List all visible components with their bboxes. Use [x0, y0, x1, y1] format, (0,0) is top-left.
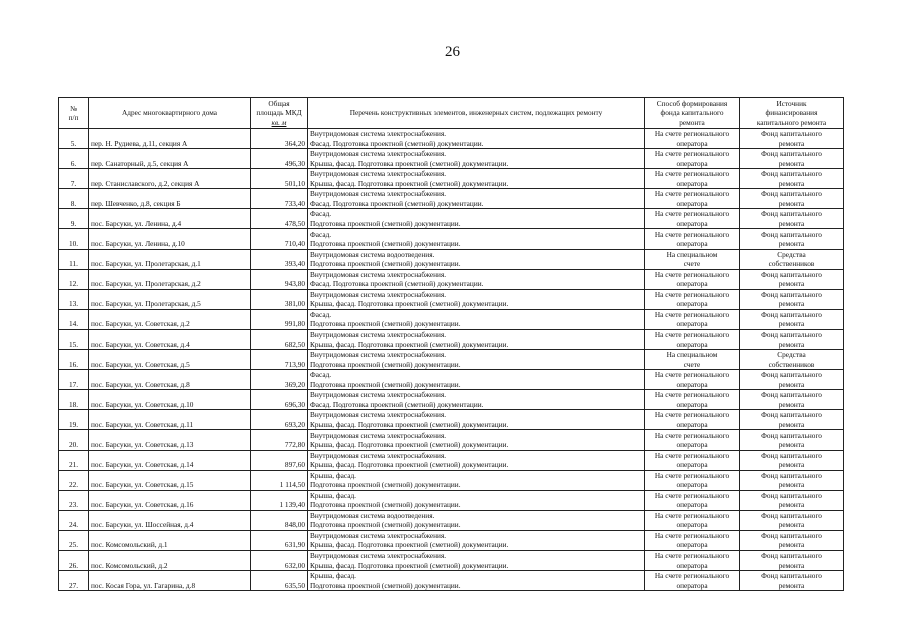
row-funding-source: Фонд капитального ремонта — [740, 470, 844, 490]
row-works: Фасад. Подготовка проектной (сметной) документации. — [308, 229, 645, 249]
row-area: 635,50 — [251, 571, 308, 591]
row-fund-method: На счете регионального оператора — [645, 149, 740, 169]
row-fund-method: На счете регионального оператора — [645, 370, 740, 390]
row-area: 991,80 — [251, 309, 308, 329]
row-address: пос. Барсуки, ул. Советская, д.2 — [89, 309, 251, 329]
row-address: пос. Барсуки, ул. Советская, д.14 — [89, 450, 251, 470]
row-area: 696,30 — [251, 390, 308, 410]
row-number: 26. — [59, 550, 89, 570]
row-fund-method: На счете регионального оператора — [645, 470, 740, 490]
row-works: Внутридомовая система электроснабжения. Крыша, фасад. Подготовка проектной (сметной) документации. — [308, 329, 645, 349]
row-funding-source: Фонд капитального ремонта — [740, 370, 844, 390]
row-fund-method: На счете регионального оператора — [645, 390, 740, 410]
row-works: Внутридомовая система электроснабжения. Крыша, фасад. Подготовка проектной (сметной) документации. — [308, 550, 645, 570]
table-header-row — [59, 98, 844, 129]
row-address: пос. Барсуки, ул. Пролетарская, д.5 — [89, 289, 251, 309]
table-row — [59, 189, 844, 209]
row-number: 17. — [59, 370, 89, 390]
row-area: 369,20 — [251, 370, 308, 390]
row-number: 8. — [59, 189, 89, 209]
row-address: пос. Барсуки, ул. Советская, д.8 — [89, 370, 251, 390]
row-area: 848,00 — [251, 510, 308, 530]
table-row — [59, 430, 844, 450]
header-area-unit: кв. м — [271, 117, 287, 127]
row-funding-source: Фонд капитального ремонта — [740, 550, 844, 570]
row-fund-method: На счете регионального оператора — [645, 229, 740, 249]
row-number: 16. — [59, 350, 89, 370]
table-row — [59, 149, 844, 169]
table-row — [59, 450, 844, 470]
row-number: 12. — [59, 269, 89, 289]
row-fund-method: На счете регионального оператора — [645, 269, 740, 289]
row-number: 11. — [59, 249, 89, 269]
row-fund-method: На счете регионального оператора — [645, 309, 740, 329]
row-works: Внутридомовая система электроснабжения. Фасад. Подготовка проектной (сметной) документации. — [308, 390, 645, 410]
row-area: 682,50 — [251, 329, 308, 349]
row-area: 632,00 — [251, 550, 308, 570]
row-funding-source: Фонд капитального ремонта — [740, 490, 844, 510]
row-address: пос. Барсуки, ул. Советская, д.4 — [89, 329, 251, 349]
table-row — [59, 390, 844, 410]
row-area: 501,10 — [251, 169, 308, 189]
row-address: пос. Барсуки, ул. Советская, д.16 — [89, 490, 251, 510]
table-row — [59, 510, 844, 530]
row-fund-method: На счете регионального оператора — [645, 510, 740, 530]
row-works: Внутридомовая система водоотведения. Подготовка проектной (сметной) документации. — [308, 249, 645, 269]
row-works: Внутридомовая система электроснабжения. Крыша, фасад. Подготовка проектной (сметной) документации. — [308, 530, 645, 550]
row-works: Внутридомовая система электроснабжения. Подготовка проектной (сметной) документации. — [308, 350, 645, 370]
row-funding-source: Фонд капитального ремонта — [740, 410, 844, 430]
row-works: Внутридомовая система электроснабжения. Крыша, фасад. Подготовка проектной (сметной) документации. — [308, 410, 645, 430]
row-fund-method: На счете регионального оператора — [645, 189, 740, 209]
table-row — [59, 550, 844, 570]
row-address: пер. Санаторный, д.5, секция А — [89, 149, 251, 169]
row-area: 1 139,40 — [251, 490, 308, 510]
row-works: Крыша, фасад. Подготовка проектной (сметной) документации. — [308, 571, 645, 591]
row-fund-method: На счете регионального оператора — [645, 289, 740, 309]
row-works: Фасад. Подготовка проектной (сметной) документации. — [308, 309, 645, 329]
header-area — [251, 98, 308, 129]
row-address: пос. Барсуки, ул. Пролетарская, д.2 — [89, 269, 251, 289]
header-area-label: Общая площадь МКД — [256, 98, 302, 118]
row-area: 381,00 — [251, 289, 308, 309]
row-area: 496,30 — [251, 149, 308, 169]
row-funding-source: Фонд капитального ремонта — [740, 269, 844, 289]
table-row — [59, 350, 844, 370]
row-address: пос. Барсуки, ул. Пролетарская, д.1 — [89, 249, 251, 269]
row-works: Крыша, фасад. Подготовка проектной (сметной) документации. — [308, 490, 645, 510]
row-area: 478,50 — [251, 209, 308, 229]
row-number: 21. — [59, 450, 89, 470]
row-address: пос. Барсуки, ул. Советская, д.10 — [89, 390, 251, 410]
row-fund-method: На специальном счете — [645, 249, 740, 269]
row-funding-source: Фонд капитального ремонта — [740, 149, 844, 169]
row-area: 364,20 — [251, 129, 308, 149]
table-row — [59, 249, 844, 269]
row-number: 20. — [59, 430, 89, 450]
row-works: Внутридомовая система электроснабжения. Фасад. Подготовка проектной (сметной) документации. — [308, 269, 645, 289]
table-row — [59, 329, 844, 349]
row-works: Фасад. Подготовка проектной (сметной) документации. — [308, 370, 645, 390]
row-funding-source: Фонд капитального ремонта — [740, 169, 844, 189]
row-address: пос. Барсуки, ул. Советская, д.15 — [89, 470, 251, 490]
table-row — [59, 289, 844, 309]
row-funding-source: Фонд капитального ремонта — [740, 189, 844, 209]
table-row — [59, 470, 844, 490]
row-funding-source: Фонд капитального ремонта — [740, 450, 844, 470]
row-fund-method: На счете регионального оператора — [645, 571, 740, 591]
row-address: пер. Станиславского, д.2, секция А — [89, 169, 251, 189]
row-address: пос. Барсуки, ул. Ленина, д.10 — [89, 229, 251, 249]
row-number: 6. — [59, 149, 89, 169]
table-row — [59, 571, 844, 591]
table-row — [59, 370, 844, 390]
row-number: 10. — [59, 229, 89, 249]
row-address: пер. Шевченко, д.8, секция Б — [89, 189, 251, 209]
row-area: 897,60 — [251, 450, 308, 470]
row-area: 733,40 — [251, 189, 308, 209]
row-address: пос. Барсуки, ул. Ленина, д.4 — [89, 209, 251, 229]
table-row — [59, 229, 844, 249]
row-funding-source: Фонд капитального ремонта — [740, 510, 844, 530]
row-number: 9. — [59, 209, 89, 229]
row-works: Внутридомовая система электроснабжения. Крыша, фасад. Подготовка проектной (сметной) документации. — [308, 169, 645, 189]
table-row — [59, 530, 844, 550]
row-number: 24. — [59, 510, 89, 530]
row-funding-source: Фонд капитального ремонта — [740, 229, 844, 249]
row-area: 393,40 — [251, 249, 308, 269]
row-number: 22. — [59, 470, 89, 490]
table-row — [59, 169, 844, 189]
header-address: Адрес многоквартирного дома — [89, 98, 251, 129]
row-funding-source: Фонд капитального ремонта — [740, 571, 844, 591]
table-row — [59, 410, 844, 430]
row-area: 772,80 — [251, 430, 308, 450]
repair-program-table — [58, 97, 844, 591]
table-row — [59, 209, 844, 229]
row-fund-method: На счете регионального оператора — [645, 169, 740, 189]
row-number: 7. — [59, 169, 89, 189]
row-funding-source: Фонд капитального ремонта — [740, 530, 844, 550]
row-works: Внутридомовая система электроснабжения. Крыша, фасад. Подготовка проектной (сметной) документации. — [308, 430, 645, 450]
row-funding-source: Фонд капитального ремонта — [740, 430, 844, 450]
row-area: 1 114,50 — [251, 470, 308, 490]
row-works: Внутридомовая система электроснабжения. Крыша, фасад. Подготовка проектной (сметной) документации. — [308, 149, 645, 169]
row-area: 631,90 — [251, 530, 308, 550]
row-funding-source: Средства собственников — [740, 249, 844, 269]
row-funding-source: Фонд капитального ремонта — [740, 329, 844, 349]
row-fund-method: На счете регионального оператора — [645, 550, 740, 570]
row-address: пос. Комсомольский, д.2 — [89, 550, 251, 570]
row-works: Крыша, фасад. Подготовка проектной (сметной) документации. — [308, 470, 645, 490]
row-number: 5. — [59, 129, 89, 149]
row-funding-source: Фонд капитального ремонта — [740, 129, 844, 149]
row-fund-method: На счете регионального оператора — [645, 530, 740, 550]
row-address: пос. Косая Гора, ул. Гагарина, д.8 — [89, 571, 251, 591]
row-address: пер. Н. Рудиева, д.11, секция А — [89, 129, 251, 149]
row-funding-source: Фонд капитального ремонта — [740, 209, 844, 229]
row-works: Внутридомовая система электроснабжения. Фасад. Подготовка проектной (сметной) документации. — [308, 129, 645, 149]
row-address: пос. Барсуки, ул. Советская, д.5 — [89, 350, 251, 370]
table-row — [59, 269, 844, 289]
row-works: Внутридомовая система электроснабжения. Крыша, фасад. Подготовка проектной (сметной) документации. — [308, 450, 645, 470]
row-fund-method: На счете регионального оператора — [645, 129, 740, 149]
row-works: Внутридомовая система электроснабжения. Фасад. Подготовка проектной (сметной) документации. — [308, 189, 645, 209]
row-address: пос. Барсуки, ул. Советская, д.13 — [89, 430, 251, 450]
row-funding-source: Средства собственников — [740, 350, 844, 370]
row-fund-method: На счете регионального оператора — [645, 410, 740, 430]
row-area: 943,80 — [251, 269, 308, 289]
row-works: Фасад. Подготовка проектной (сметной) документации. — [308, 209, 645, 229]
table-row — [59, 309, 844, 329]
row-fund-method: На счете регионального оператора — [645, 430, 740, 450]
row-number: 15. — [59, 329, 89, 349]
row-address: пос. Барсуки, ул. Шоссейная, д.4 — [89, 510, 251, 530]
row-number: 18. — [59, 390, 89, 410]
row-funding-source: Фонд капитального ремонта — [740, 309, 844, 329]
row-fund-method: На специальном счете — [645, 350, 740, 370]
row-number: 13. — [59, 289, 89, 309]
row-address: пос. Комсомольский, д.1 — [89, 530, 251, 550]
row-funding-source: Фонд капитального ремонта — [740, 289, 844, 309]
row-fund-method: На счете регионального оператора — [645, 329, 740, 349]
row-works: Внутридомовая система водоотведения. Подготовка проектной (сметной) документации. — [308, 510, 645, 530]
table-row — [59, 490, 844, 510]
row-number: 23. — [59, 490, 89, 510]
row-number: 14. — [59, 309, 89, 329]
table-body — [59, 129, 844, 591]
header-method: Способ формирования фонда капитального ремонта — [645, 98, 740, 129]
row-area: 710,40 — [251, 229, 308, 249]
row-fund-method: На счете регионального оператора — [645, 450, 740, 470]
row-area: 713,90 — [251, 350, 308, 370]
row-address: пос. Барсуки, ул. Советская, д.11 — [89, 410, 251, 430]
row-works: Внутридомовая система электроснабжения. Крыша, фасад. Подготовка проектной (сметной) документации. — [308, 289, 645, 309]
row-funding-source: Фонд капитального ремонта — [740, 390, 844, 410]
table-row — [59, 129, 844, 149]
header-num: № п/п — [59, 98, 89, 129]
row-area: 693,20 — [251, 410, 308, 430]
page-number: 26 — [445, 44, 460, 60]
header-works: Перечень конструктивных элементов, инженерных систем, подлежащих ремонту — [308, 98, 645, 129]
row-fund-method: На счете регионального оператора — [645, 209, 740, 229]
row-fund-method: На счете регионального оператора — [645, 490, 740, 510]
row-number: 27. — [59, 571, 89, 591]
row-number: 19. — [59, 410, 89, 430]
header-source: Источник финансирования капитального ремонта — [740, 98, 844, 129]
row-number: 25. — [59, 530, 89, 550]
